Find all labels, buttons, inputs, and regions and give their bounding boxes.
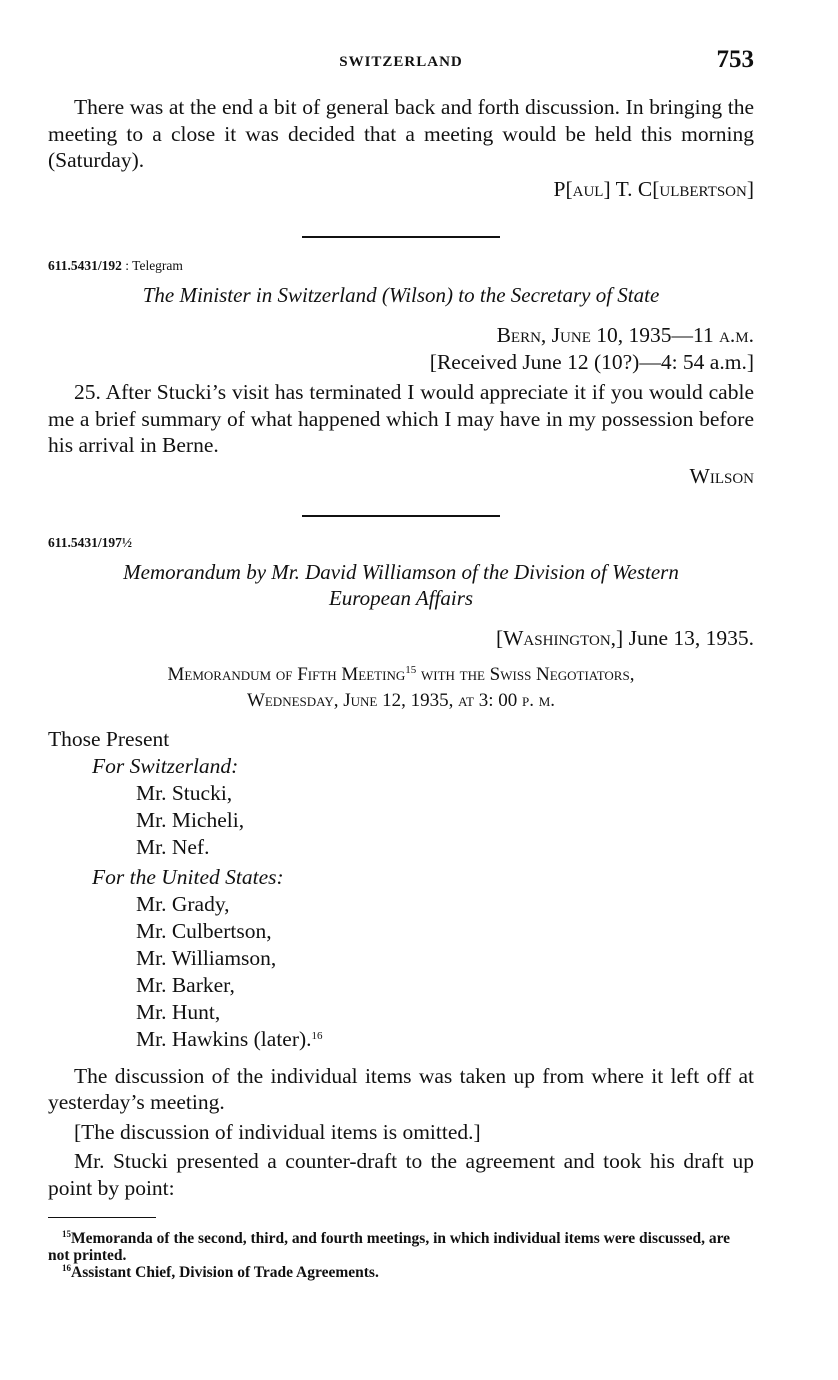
telegram-file-id: 611.5431/192 [48, 258, 122, 273]
section-divider [302, 236, 500, 238]
attendee-last: Mr. Hawkins (later). [136, 1026, 312, 1051]
attendee: Mr. Culbertson, [136, 918, 272, 943]
telegram-file-number [48, 258, 754, 274]
footnote-16 [48, 1264, 754, 1281]
telegram-heading: The Minister in Switzerland (Wilson) to the Secretary of State [142, 283, 660, 307]
footnote-text: Memoranda of the second, third, and fourth meetings, in which individual items were discussed, are not printed. [48, 1230, 731, 1264]
memorandum-subtitle-part2: with the Swiss Negotiators, [420, 663, 635, 685]
running-title: SWITZERLAND [339, 54, 463, 70]
footnote-mark: 16 [62, 1263, 71, 1273]
telegram-file-type: : Telegram [125, 258, 183, 273]
memorandum-subtitle-line2: Wednesday, June 12, 1935, at 3: 00 p. m. [246, 689, 556, 711]
section-divider [302, 515, 500, 517]
memorandum-dateline-date: June 13, 1935. [628, 626, 754, 650]
attendee: Mr. Stucki, [136, 780, 233, 805]
telegram-text: 25. After Stucki’s visit has terminated I would appreciate it if you would cable me a brief summary of what happened which I may have in my possession before his arrival in Berne. [48, 380, 754, 457]
memorandum-paragraph-2: [The discussion of individual items is omitted.] [74, 1119, 481, 1144]
attendee: Mr. Barker, [136, 972, 235, 997]
memorandum-file-number: 611.5431/197½ [48, 535, 133, 550]
telegram-dateline: Bern, June 10, 1935—11 a.m. [496, 323, 754, 347]
footnote-ref-15[interactable]: 15 [405, 663, 417, 676]
attendee: Mr. Micheli, [136, 807, 245, 832]
memorandum-subtitle [48, 662, 754, 688]
attendee: Mr. Grady, [136, 891, 230, 916]
intro-paragraph: There was at the end a bit of general back and forth discussion. In bringing the meeting to a close it was decided that a meeting would be held this morning (Saturday). [48, 95, 754, 172]
telegram-signature: Wilson [689, 463, 754, 488]
page-number: 753 [716, 46, 754, 73]
attendee: Mr. Nef. [136, 834, 210, 859]
swiss-label: For Switzerland: [92, 753, 239, 778]
footnote-text: Assistant Chief, Division of Trade Agreements. [71, 1264, 379, 1281]
memorandum-dateline [48, 625, 754, 652]
memorandum-paragraph-3: Mr. Stucki presented a counter-draft to the agreement and took his draft up point by point: [48, 1149, 754, 1200]
footnote-ref-16[interactable]: 16 [311, 1029, 323, 1042]
attendees-list [48, 726, 754, 1053]
present-label: Those Present [48, 726, 170, 751]
us-label: For the United States: [92, 864, 284, 889]
footnote-15 [48, 1230, 754, 1264]
footnotes [48, 1230, 754, 1281]
attendee: Mr. Hunt, [136, 999, 221, 1024]
intro-signature: P[aul] T. C[ulbertson] [553, 176, 754, 201]
attendee: Mr. Williamson, [136, 945, 277, 970]
memorandum-subtitle-part1: Memorandum of Fifth Meeting [167, 663, 406, 685]
running-header [48, 40, 754, 80]
telegram-received: [Received June 12 (10?)—4: 54 a.m.] [429, 349, 754, 374]
memorandum-dateline-place: [Washington,] [495, 626, 624, 650]
document-page [48, 40, 754, 1281]
memorandum-heading-line2: European Affairs [328, 586, 474, 610]
memorandum-heading-line1: Memorandum by Mr. David Williamson of the Division of Western [123, 560, 679, 584]
footnote-mark: 15 [62, 1229, 71, 1239]
footnote-rule [48, 1217, 156, 1218]
memorandum-paragraph-1: The discussion of the individual items was taken up from where it left off at yesterday’s meeting. [48, 1063, 754, 1114]
attendee [48, 1026, 754, 1053]
